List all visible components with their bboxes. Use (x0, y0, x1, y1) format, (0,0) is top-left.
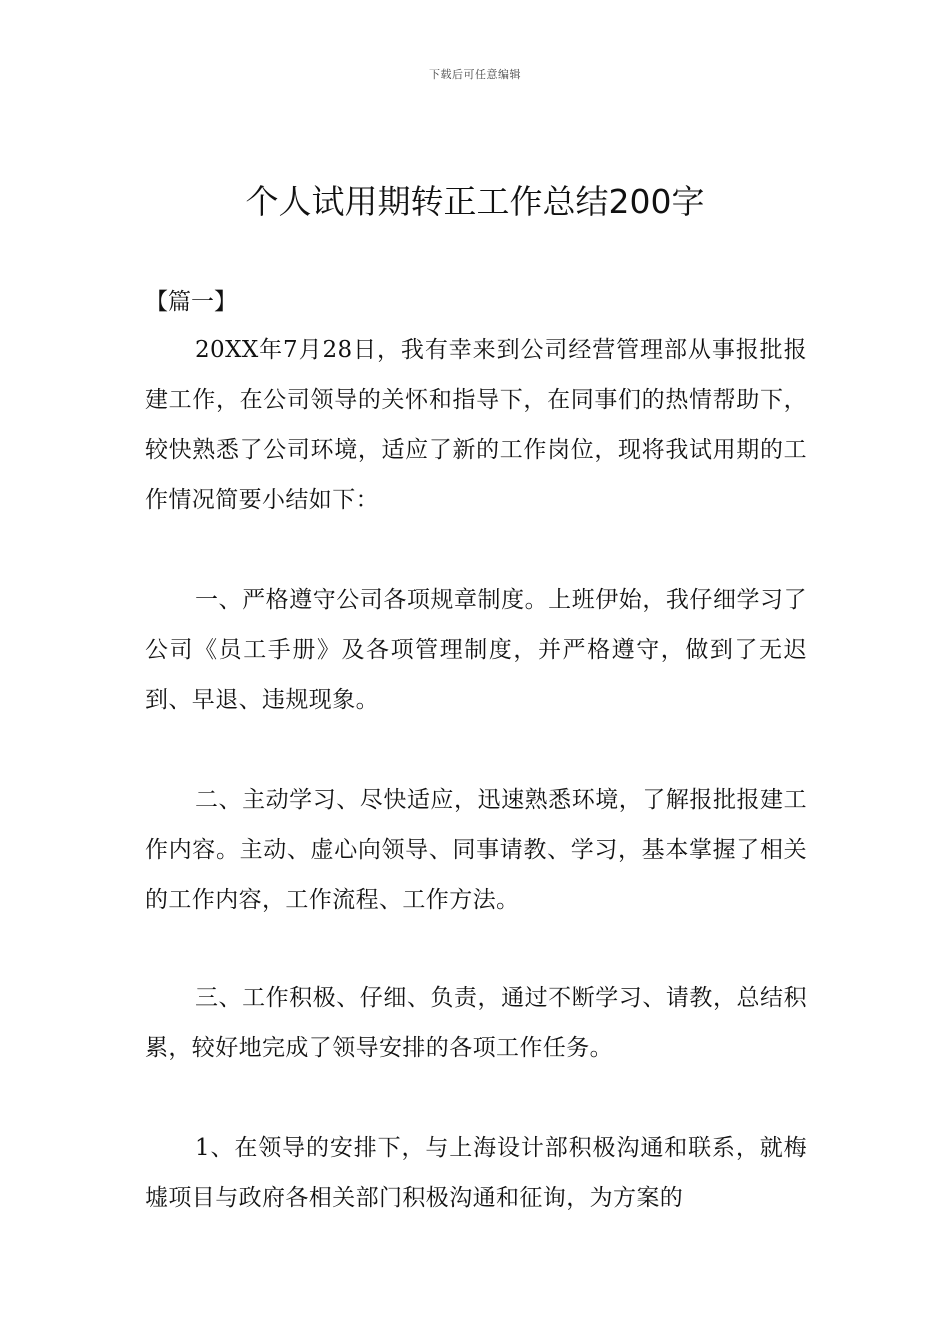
paragraph-subpoint-one: 1、在领导的安排下，与上海设计部积极沟通和联系，就梅墟项目与政府各相关部门积极沟通和征询，为方案的 (145, 1135, 807, 1211)
document-title: 个人试用期转正工作总结200字 (245, 182, 705, 221)
section-label: 【篇一】 (145, 289, 237, 315)
paragraph-intro: 20XX年7月28日，我有幸来到公司经营管理部从事报批报建工作，在公司领导的关怀和指导下，在同事们的热情帮助下，较快熟悉了公司环境，适应了新的工作岗位，现将我试用期的工作情况简要小结如下： (145, 337, 807, 513)
header-note: 下载后可任意编辑 (429, 68, 521, 81)
paragraph-point-one: 一、严格遵守公司各项规章制度。上班伊始，我仔细学习了公司《员工手册》及各项管理制度，并严格遵守，做到了无迟到、早退、违规现象。 (145, 587, 807, 713)
paragraph-point-three: 三、工作积极、仔细、负责，通过不断学习、请教，总结积累，较好地完成了领导安排的各项工作任务。 (145, 985, 807, 1061)
paragraph-point-two: 二、主动学习、尽快适应，迅速熟悉环境，了解报批报建工作内容。主动、虚心向领导、同事请教、学习，基本掌握了相关的工作内容，工作流程、工作方法。 (145, 787, 807, 913)
